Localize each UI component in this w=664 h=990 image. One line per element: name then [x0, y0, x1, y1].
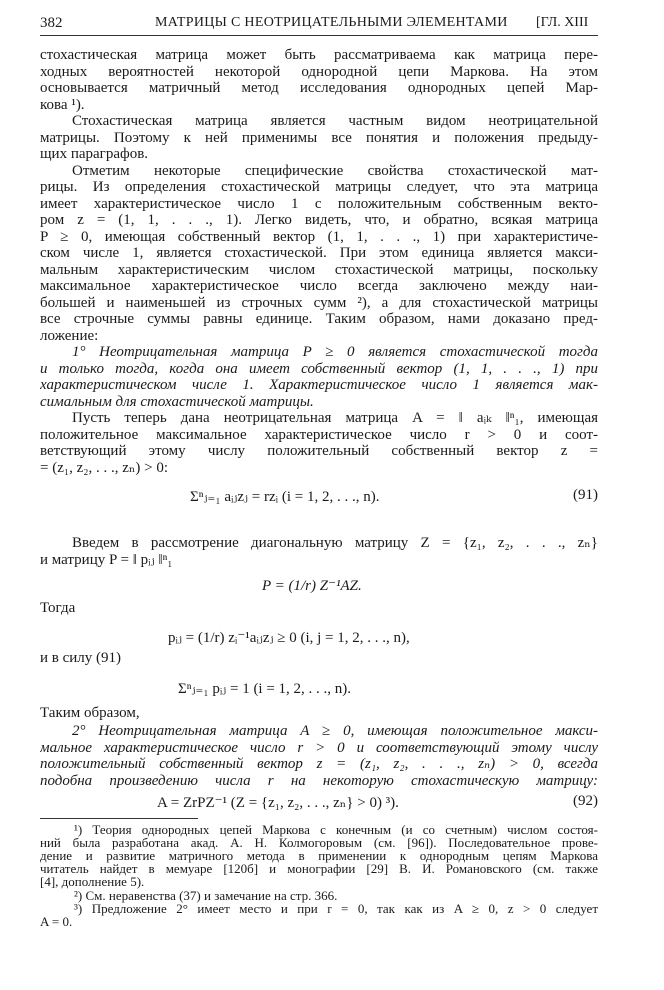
- theorem-line: положительный собственный вектор z = (z₁, z₂, . . ., zₙ) > 0, всегда: [40, 756, 598, 772]
- footnote-line: [4], дополнение 5).: [40, 875, 145, 890]
- footnote-line: ний была разработана акад. А. Н. Колмогоровым (см. [96]). Последовательное прове-: [40, 836, 598, 851]
- text-line: Стохастическая матрица является частным видом неотрицательной: [72, 113, 598, 129]
- text-line: кова ¹).: [40, 96, 85, 113]
- text-line: Отметим некоторые специфические свойства стохастической мат-: [72, 162, 598, 179]
- footnote-line: дение и развитие матричного метода в применении к однородным цепям Маркова: [40, 849, 598, 864]
- text-line: положительное максимальное характеристическое число r > 0 и соот-: [40, 426, 598, 443]
- text-line: большей и наименьшей из строчных сумм ²), а для стохастической матрицы: [40, 294, 598, 311]
- footnote-line: ³) Предложение 2° имеет место и при r = 0, так как из A ≥ 0, z > 0 следует: [74, 901, 598, 916]
- text-line: и только тогда, когда она имеет собственный вектор (1, 1, . . ., 1) при: [40, 360, 598, 377]
- text-line: Введем в рассмотрение диагональную матрицу Z = {z₁, z₂, . . ., zₙ}: [72, 535, 598, 551]
- text-line: ходных вероятностей некоторой однородной цепи Маркова. На этом: [40, 63, 598, 80]
- footnote-line: A = 0.: [40, 914, 73, 929]
- equation-p-elements: pᵢⱼ = (1/r) zᵢ⁻¹aᵢⱼzⱼ ≥ 0 (i, j = 1, 2, . . ., n),: [168, 630, 410, 646]
- text-line: и матрицу P = ‖ pᵢⱼ ‖ⁿ₁: [40, 552, 173, 568]
- text-line: стохастическая матрица может быть рассматриваема как матрица пере-: [40, 47, 598, 63]
- running-title: МАТРИЦЫ С НЕОТРИЦАТЕЛЬНЫМИ ЭЛЕМЕНТАМИ: [155, 15, 508, 30]
- text-line: рицы. Из определения стохастической матрицы следует, что эта матрица: [40, 179, 598, 195]
- text-line: ветствующий этому числу положительный собственный вектор z =: [40, 443, 598, 459]
- equation-91: Σⁿⱼ₌₁ aᵢⱼzⱼ = rzᵢ (i = 1, 2, . . ., n).: [190, 489, 380, 505]
- equation-92-number: (92): [573, 793, 598, 809]
- text-line: 1° Неотрицательная матрица P ≥ 0 является стохастической тогда: [72, 344, 598, 360]
- equation-92: A = ZrPZ⁻¹ (Z = {z₁, z₂, . . ., zₙ} > 0) ³).: [157, 795, 399, 811]
- footnote-line: ¹) Теория однородных цепей Маркова с конечным (и со счетным) числом состоя-: [74, 823, 598, 837]
- theorem-line: подобна произведению числа r на некоторую стохастическую матрицу:: [40, 772, 598, 789]
- text-line: P ≥ 0, имеющая собственный вектор (1, 1, . . ., 1) при характеристиче-: [40, 228, 598, 245]
- text-line: характеристическом числе 1. Характеристическое число 1 является мак-: [40, 377, 598, 393]
- text-line: все строчные суммы равны единице. Таким образом, нами доказано пред-: [40, 311, 598, 327]
- text-line: Пусть теперь дана неотрицательная матрица A = ‖ aᵢₖ ‖ⁿ₁, имеющая: [72, 410, 598, 426]
- thus-text: Таким образом,: [40, 705, 140, 721]
- text-line: = (z₁, z₂, . . ., zₙ) > 0:: [40, 459, 168, 476]
- footnote-line: ²) См. неравенства (37) и замечание на стр. 366.: [74, 888, 338, 903]
- text-line: максимальное характеристическое число всегда заключено между наи-: [40, 278, 598, 294]
- header-rule: [40, 35, 598, 36]
- text-line: основывается матричный метод исследования однородных цепей Мар-: [40, 80, 598, 96]
- text-line: ложение:: [40, 327, 99, 344]
- footnote-rule: [40, 818, 198, 819]
- page-number: 382: [40, 15, 63, 31]
- theorem-line: 2° Неотрицательная матрица A ≥ 0, имеющая положительное макси-: [72, 723, 598, 739]
- text-line: матрицы. Поэтому к ней применимы все понятия и положения предыду-: [40, 129, 598, 146]
- by-91-text: и в силу (91): [40, 650, 122, 666]
- equation-row-sums: Σⁿⱼ₌₁ pᵢⱼ = 1 (i = 1, 2, . . ., n).: [178, 681, 352, 697]
- theorem-line: мальное характеристическое число r > 0 и соответствующий этому числу: [40, 739, 598, 756]
- text-line: щих параграфов.: [40, 146, 149, 162]
- equation-p-matrix: P = (1/r) Z⁻¹AZ.: [262, 578, 362, 594]
- text-line: ском числе 1, является стохастической. При этом единица является макси-: [40, 245, 598, 261]
- text-line: ром z = (1, 1, . . ., 1). Легко видеть, что, и обратно, всякая матрица: [40, 212, 598, 228]
- equation-91-number: (91): [573, 487, 598, 503]
- then-text: Тогда: [40, 600, 76, 616]
- footnote-line: читатель найдет в мемуаре [120б] и монографии [29] В. И. Романовского (см. также: [40, 862, 598, 877]
- text-line: имеет характеристическое число 1 с положительным собственным векто-: [40, 195, 598, 212]
- text-line: симальным для стохастической матрицы.: [40, 393, 314, 410]
- text-line: мальным характеристическим числом стохастической матрицы, поскольку: [40, 261, 598, 278]
- chapter-label: [ГЛ. XIII: [536, 15, 589, 30]
